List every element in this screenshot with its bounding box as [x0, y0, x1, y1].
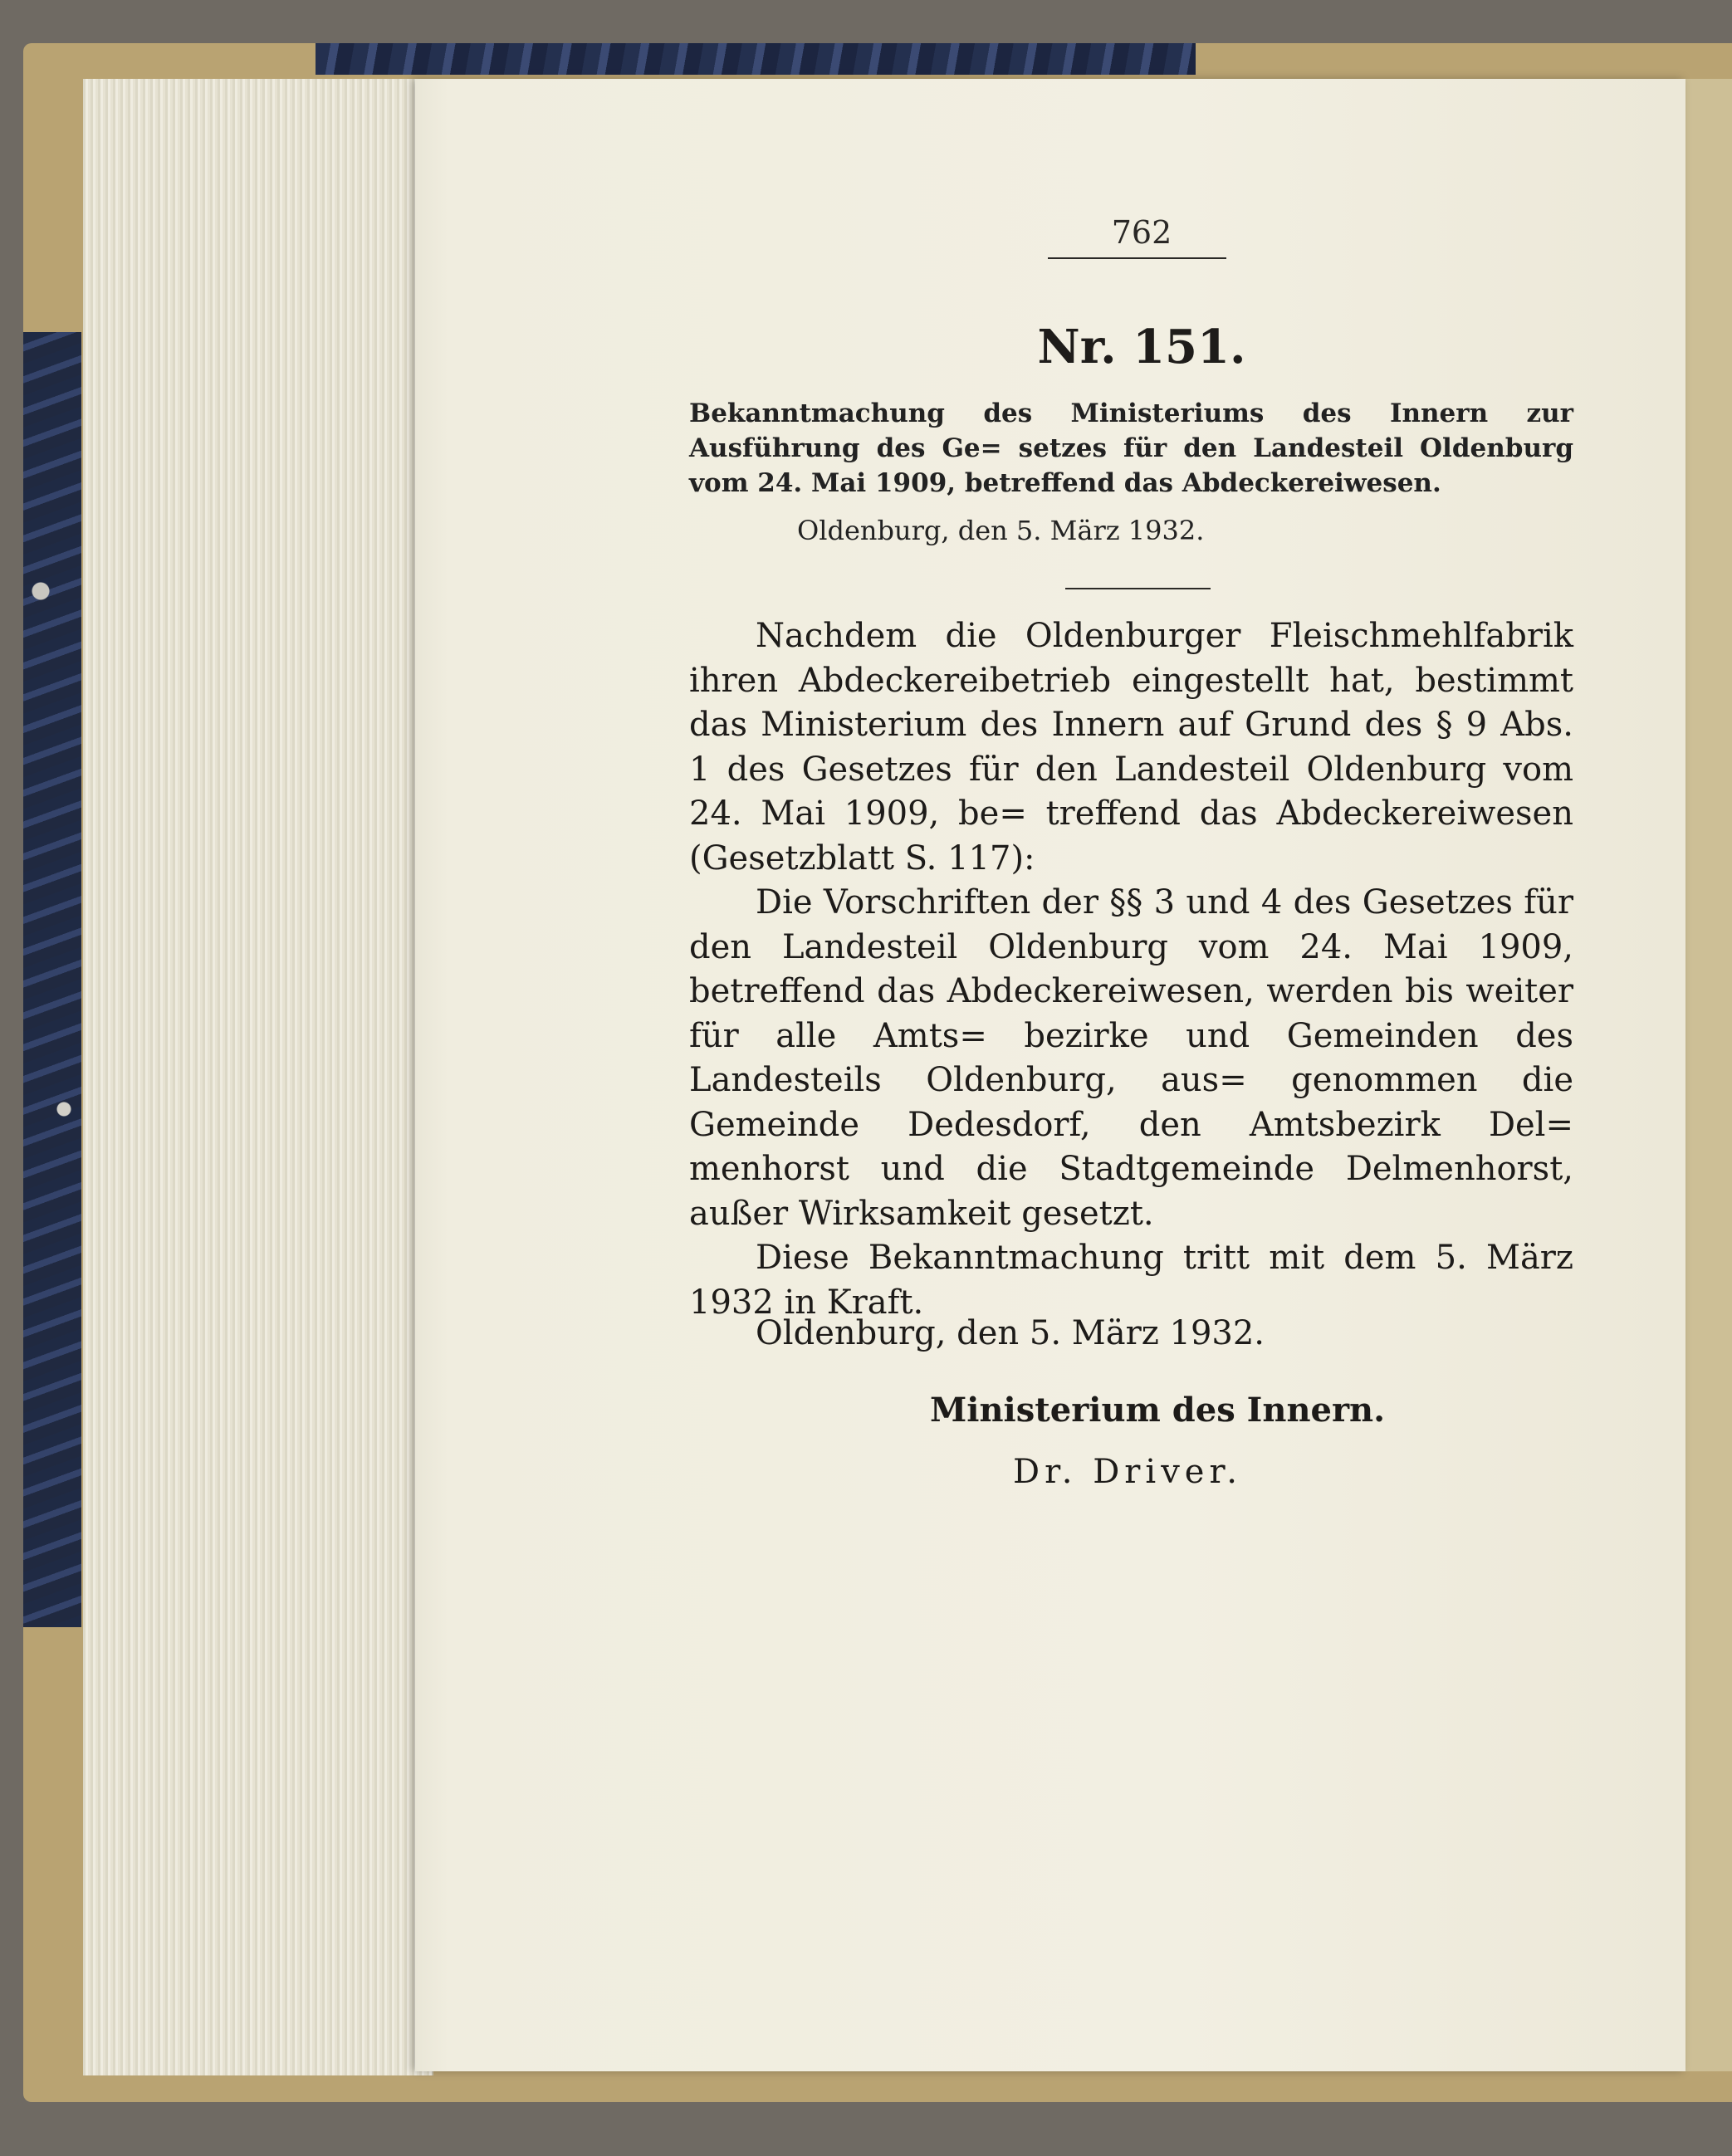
marbled-endpaper-left: [23, 332, 81, 1627]
page-number-rule: [1048, 257, 1226, 259]
dateline: Oldenburg, den 5. März 1932.: [797, 515, 1205, 546]
issuing-ministry: Ministerium des Innern.: [930, 1391, 1386, 1430]
heading-rule: [1065, 588, 1211, 589]
announcement-number: Nr. 151.: [1037, 320, 1246, 374]
cover-edge-right: [1686, 79, 1732, 2071]
page-number: 762: [1111, 214, 1172, 251]
paragraph: Die Vorschriften der §§ 3 und 4 des Gesetzes für den Landesteil Oldenburg vom 24. Mai 1909, betreffend das Abdeckereiwesen, werden bis weiter für alle Amts= bezirke und Gemeinden des Landesteils Oldenburg, aus= genommen die Gemeinde Dedesdorf, den Amtsbezirk Del= menhorst und die Stadtgemeinde Delmenhorst, außer Wirksamkeit gesetzt.: [689, 883, 1573, 1233]
paragraph: Diese Bekanntmachung tritt mit dem 5. März 1932 in Kraft.: [689, 1239, 1573, 1322]
place-and-date: Oldenburg, den 5. März 1932.: [756, 1314, 1265, 1352]
announcement-heading: Bekanntmachung des Ministeriums des Innern zur Ausführung des Ge= setzes für den Landesteil Oldenburg vom 24. Mai 1909, betreffend das Abdeckereiwesen.: [689, 398, 1573, 498]
page-edges: [83, 79, 433, 2075]
announcement-body: [689, 614, 1573, 1325]
marbled-endpaper-top: [316, 43, 1196, 75]
signature: Dr. Driver.: [1013, 1453, 1242, 1491]
paragraph: Nachdem die Oldenburger Fleischmehlfabrik ihren Abdeckereibetrieb eingestellt hat, bestimmt das Ministerium des Innern auf Grund des § 9 Abs. 1 des Gesetzes für den Landesteil Oldenburg vom 24. Mai 1909, be= treffend das Abdeckereiwesen (Gesetzblatt S. 117):: [689, 617, 1573, 878]
